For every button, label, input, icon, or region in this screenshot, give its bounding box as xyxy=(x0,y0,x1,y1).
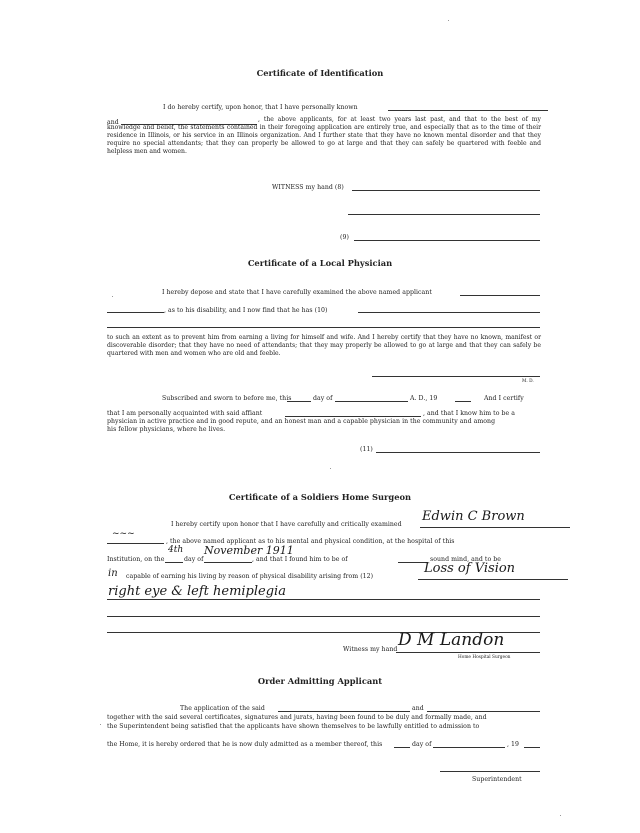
physician-sig11: (11) xyxy=(360,446,373,453)
physician-para4: his fellow physicians, where he lives. xyxy=(107,426,226,433)
scan-speck xyxy=(330,468,331,469)
physician-line2: , as to his disability, and I now find that he has (10) xyxy=(164,307,328,314)
physician-day-of: day of xyxy=(313,395,333,402)
scan-speck xyxy=(560,815,561,816)
identification-known-blank xyxy=(388,110,548,111)
surgeon-witness: Witness my hand xyxy=(343,646,398,653)
physician-applicant-blank xyxy=(460,295,540,296)
surgeon-line4a: capable of earning his living by reason of physical disability arising from (12) xyxy=(126,573,374,580)
order-line1a: The application of the said xyxy=(180,705,265,712)
physician-disability-blank-2 xyxy=(107,327,540,328)
surgeon-cause-blank-3 xyxy=(107,616,540,617)
identification-sig9: (9) xyxy=(340,234,349,241)
sig9-blank xyxy=(354,240,540,241)
order-line4c: , 19 xyxy=(507,741,520,748)
sworn-month-blank xyxy=(335,401,408,402)
sworn-year-blank xyxy=(455,401,471,402)
order-line4a: the Home, it is hereby ordered that he is now duly admitted as a member thereof, this xyxy=(107,741,383,748)
handwritten-day: 4th xyxy=(168,545,184,555)
handwritten-surgeon-signature: D M Landon xyxy=(398,630,505,650)
surgeon-line1: I hereby certify upon honor that I have carefully and critically examined xyxy=(171,521,402,528)
surgeon-line3b: day of xyxy=(184,556,204,563)
order-line1b: and xyxy=(412,705,424,712)
physician-para2b: , and that I know him to be a xyxy=(423,410,515,417)
surgeon-name-blank xyxy=(107,543,164,544)
surgeon-line3c: , and that I found him to be of xyxy=(252,556,348,563)
physician-md: M. D. xyxy=(522,379,534,384)
order-month-blank xyxy=(433,747,505,748)
scan-speck xyxy=(448,20,449,21)
physician-paragraph: to such an extent as to prevent him from earning a living for himself and wife. And I hereby certify that they have no known, manifest or discoverable disorder; that they have no need of attendants; that they may properly be allowed to go at large and that they can safely be quartered with men and women who are old and feeble. xyxy=(107,334,541,357)
superintendent-blank xyxy=(440,771,540,772)
surgeon-line3a: Institution, on the xyxy=(107,556,165,563)
physician-para2: that I am personally acquainted with said affiant xyxy=(107,410,263,417)
physician-name-blank xyxy=(107,312,164,313)
surgeon-title: Certificate of a Soldiers Home Surgeon xyxy=(228,492,412,502)
physician-line1: I hereby depose and state that I have carefully examined the above named applicant xyxy=(162,289,432,296)
sworn-day-blank xyxy=(287,401,311,402)
handwritten-incapable: in xyxy=(108,568,118,579)
surgeon-cause-blank xyxy=(418,579,568,580)
physician-md-blank xyxy=(372,376,540,377)
affiant-blank xyxy=(285,416,421,417)
scan-speck xyxy=(100,724,101,725)
handwritten-month: November 1911 xyxy=(204,544,294,557)
order-day-blank xyxy=(394,747,410,748)
physician-disability-blank xyxy=(358,312,540,313)
surgeon-cause-blank-2 xyxy=(107,599,540,600)
witness-blank-1 xyxy=(352,190,540,191)
identification-line1: I do hereby certify, upon honor, that I have personally known xyxy=(163,104,358,111)
order-line3: the Superintendent being satisfied that the applicants have shown themselves to be lawfully entitled to admission to xyxy=(107,723,480,730)
physician-title: Certificate of a Local Physician xyxy=(247,258,393,268)
surgeon-role: Home Hospital Surgeon xyxy=(458,655,511,660)
handwritten-applicant-name-cont: ~~~ xyxy=(112,529,135,539)
surgeon-line3d: sound mind, and to be xyxy=(430,556,501,563)
identification-title: Certificate of Identification xyxy=(256,68,384,78)
scan-speck xyxy=(112,296,113,297)
identification-witness: WITNESS my hand (8) xyxy=(272,184,344,191)
identification-paragraph: , the above applicants, for at least two years last past, and that to the best of my knowledge and belief, the statements contained in their foregoing application are entirely true, and especially that as to the time of their residence in Illinois, or his service in an Illinois organization. And I further state that they have no known mental disorder and that they require no special attendants; that they can properly be allowed to go at large and that they can safely be quartered with feeble and helpless men and women. xyxy=(107,116,541,155)
physician-para3: physician in active practice and in good repute, and an honest man and a capable physician in the community and among xyxy=(107,418,496,425)
handwritten-cause: Loss of Vision xyxy=(424,561,516,576)
handwritten-applicant-name: Edwin C Brown xyxy=(422,509,525,524)
surgeon-examined-blank xyxy=(420,527,570,528)
order-title: Order Admitting Applicant xyxy=(257,676,383,686)
sig11-blank xyxy=(376,452,540,453)
surgeon-month-blank xyxy=(204,562,252,563)
physician-certify: And I certify xyxy=(484,395,524,402)
order-and-blank xyxy=(427,711,540,712)
order-year-blank xyxy=(524,747,540,748)
handwritten-cause-cont: right eye & left hemiplegia xyxy=(108,584,286,599)
physician-sworn: Subscribed and sworn to before me, this xyxy=(162,395,292,402)
identification-and: and xyxy=(107,119,119,126)
surgeon-line2: , the above named applicant as to his mental and physical condition, at the hospital of this xyxy=(166,538,455,545)
physician-ad: A. D., 19 xyxy=(410,395,438,402)
surgeon-day-blank xyxy=(165,562,183,563)
surgeon-signature-blank xyxy=(396,652,540,653)
order-line4b: day of xyxy=(412,741,432,748)
witness-blank-2 xyxy=(348,214,540,215)
order-applicant-blank xyxy=(278,711,410,712)
order-line2: together with the said several certificates, signatures and jurats, having been found to be duly and formally made, and xyxy=(107,714,487,721)
order-superintendent: Superintendent xyxy=(472,776,522,783)
